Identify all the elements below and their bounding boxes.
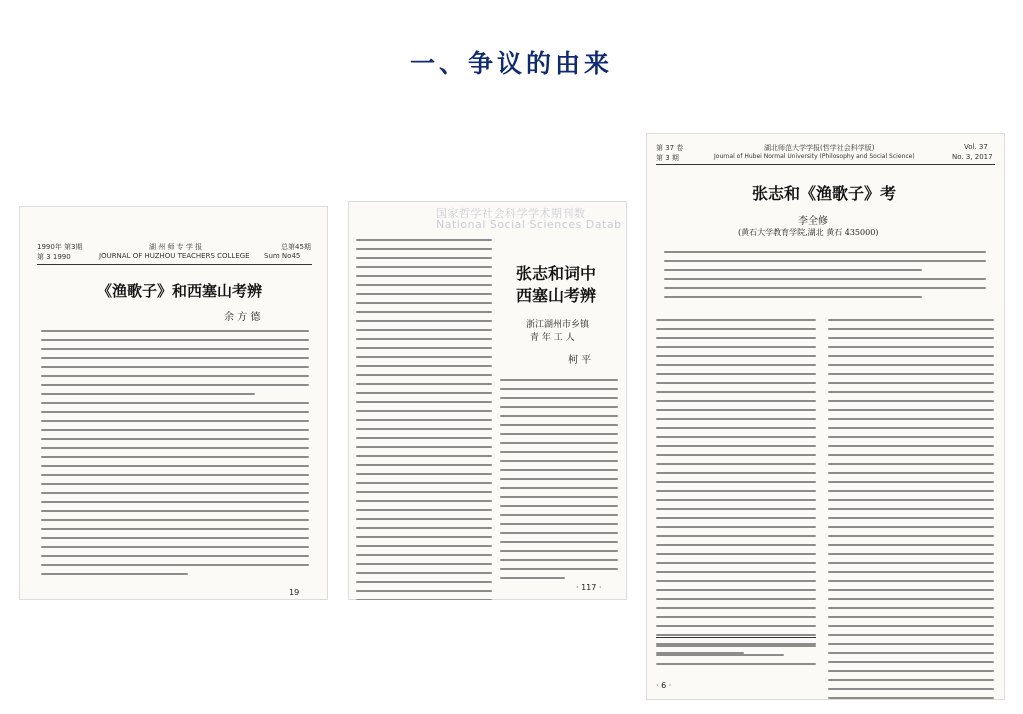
doc2-author: 柯 平 [568, 355, 592, 366]
doc1-title: 《渔歌子》和西塞山考辨 [97, 282, 263, 300]
doc3-footnote-rule [656, 637, 816, 638]
doc1-mast-left: 1990年 第3期 [37, 243, 83, 251]
doc3-mast-center2: Journal of Hubei Normal University (Philosophy and Social Science) [714, 153, 915, 160]
doc3-author: 李全修 [798, 216, 828, 227]
doc3-body-left [656, 319, 816, 661]
doc2-affiliation-line1: 浙江湖州市乡镇 [526, 320, 590, 330]
doc3-body-right [828, 319, 994, 700]
doc2-body-text-top [356, 239, 492, 600]
doc3-mast-left: 第 37 卷 [656, 144, 684, 152]
doc1-page-number: 19 [289, 588, 300, 597]
doc2-affiliation-line2: 青 年 工 人 [530, 333, 575, 343]
doc3-mast-right: Vol. 37 [964, 143, 988, 151]
doc1-mast-center2: JOURNAL OF HUZHOU TEACHERS COLLEGE [99, 252, 250, 260]
document-scan-2 [348, 201, 627, 600]
doc1-body-text [41, 330, 309, 582]
doc3-footnote-text [656, 645, 816, 672]
doc3-mast-right2: No. 3, 2017 [952, 153, 993, 161]
doc3-rule [656, 164, 995, 165]
doc3-page-number: · 6 · [656, 681, 672, 690]
doc1-author: 余 方 德 [224, 312, 261, 323]
doc3-mast-left2: 第 3 期 [656, 154, 679, 162]
doc1-mast-right: 总第45期 [281, 243, 311, 251]
document-scan-1 [19, 206, 328, 600]
doc2-watermark-en: National Social Sciences Datab [436, 218, 622, 231]
document-scan-3 [646, 133, 1005, 700]
doc2-watermark-cn: 国家哲学社会科学学术期刊数 [436, 207, 586, 220]
doc1-mast-left2: 第 3 1990 [37, 253, 71, 261]
doc1-mast-right2: Sum No45 [264, 252, 301, 260]
slide-title: 一、争议的由来 [409, 49, 613, 78]
doc2-title-line2: 西塞山考辨 [516, 286, 597, 305]
top-rule [0, 0, 1023, 2]
doc2-body-text-right [500, 379, 618, 586]
doc2-title-line1: 张志和词中 [516, 264, 597, 283]
doc3-abstract [664, 251, 986, 305]
doc3-mast-center: 湖北师范大学学报(哲学社会科学版) [764, 144, 875, 152]
doc3-title: 张志和《渔歌子》考 [752, 184, 897, 203]
doc1-rule [37, 264, 312, 265]
doc2-page-number: · 117 · [576, 583, 602, 592]
doc1-mast-center: 湖 州 师 专 学 报 [149, 243, 203, 251]
doc3-affiliation: (黄石大学教育学院,湖北 黄石 435000) [738, 228, 879, 237]
